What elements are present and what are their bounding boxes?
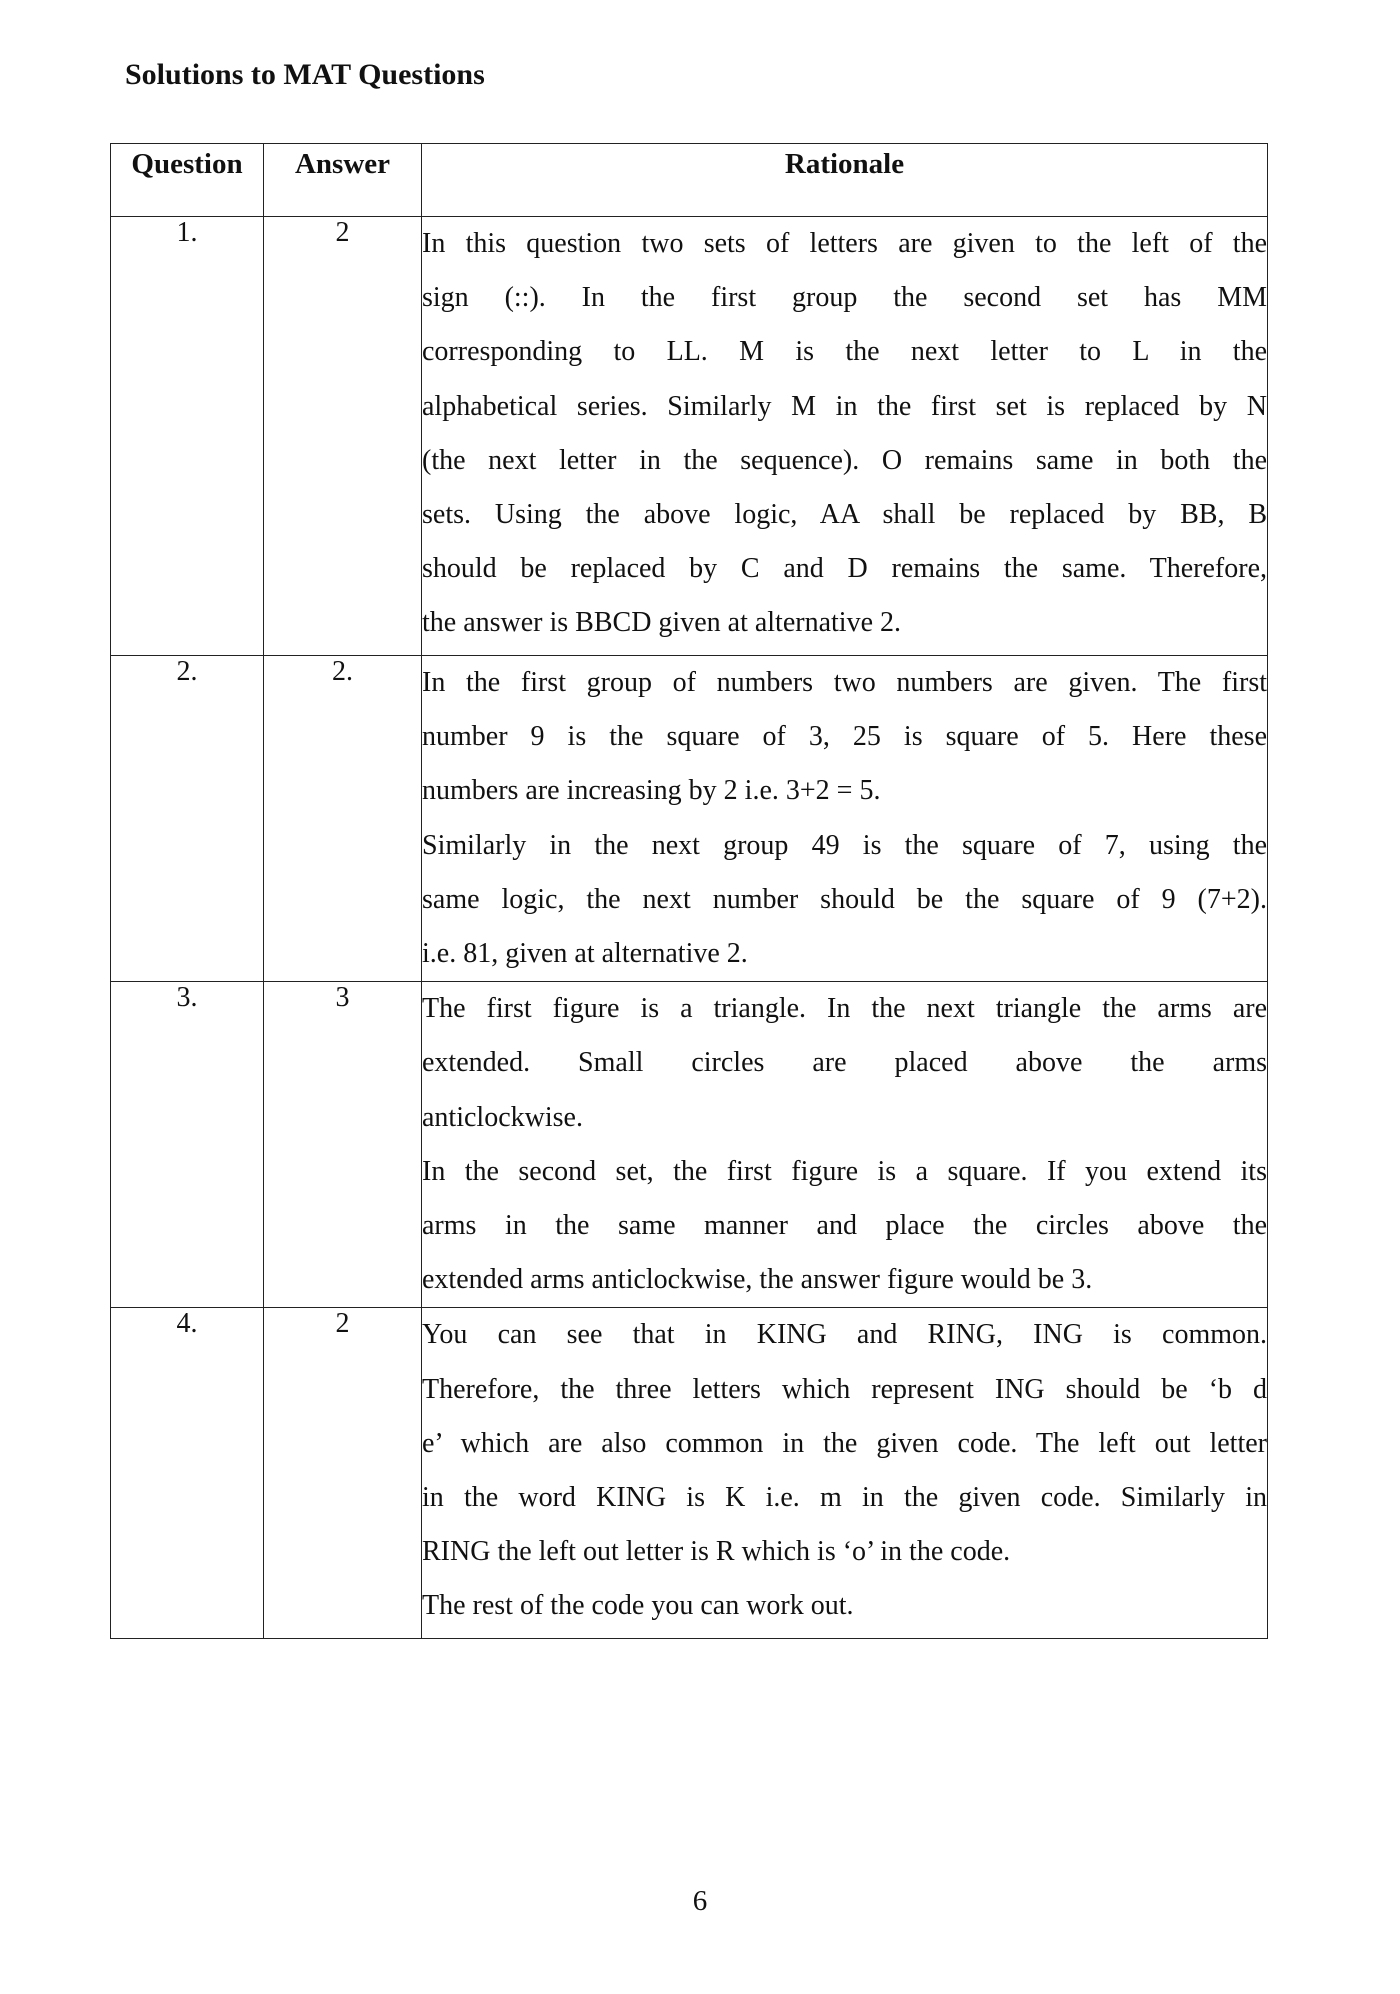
rationale-text [422,1308,1268,1639]
page-number: 6 [692,1885,708,1917]
table-row [111,217,1268,656]
rationale-text [422,217,1268,656]
solutions-table [110,143,1268,1639]
rationale-line: sets. Using the above logic, AA shall be replaced by BB, B [422,499,1267,531]
answer-value: 2 [264,217,422,656]
rationale-line: i.e. 81, given at alternative 2. [422,938,748,970]
rationale-line: (the next letter in the sequence). O remains same in both the [422,444,1267,476]
table-header-row [111,144,1268,217]
rationale-column-header: Rationale [422,144,1268,217]
rationale-line: Similarly in the next group 49 is the square of 7, using the [422,829,1267,861]
rationale-line: numbers are increasing by 2 i.e. 3+2 = 5. [422,775,881,807]
rationale-line: sign (::). In the first group the second set has MM [422,282,1267,314]
rationale-line: The rest of the code you can work out. [422,1590,854,1622]
rationale-line: alphabetical series. Similarly M in the first set is replaced by N [422,390,1267,422]
question-column-header: Question [111,144,264,217]
rationale-line: same logic, the next number should be the square of 9 (7+2). [422,883,1267,915]
table-row [111,1308,1268,1639]
table-row [111,982,1268,1308]
rationale-line: corresponding to LL. M is the next letter to L in the [422,336,1267,368]
question-number: 3. [111,982,264,1308]
question-number: 2. [111,656,264,982]
rationale-line: in the word KING is K i.e. m in the given code. Similarly in [422,1482,1267,1514]
answer-value: 2 [264,1308,422,1639]
rationale-line: the answer is BBCD given at alternative 2. [422,607,901,639]
rationale-line: In this question two sets of letters are given to the left of the [422,228,1267,259]
answer-value: 3 [264,982,422,1308]
rationale-line: extended arms anticlockwise, the answer figure would be 3. [422,1264,1093,1296]
answer-column-header: Answer [264,144,422,217]
answer-value: 2. [264,656,422,982]
rationale-line: Therefore, the three letters which represent ING should be ‘b d [422,1373,1267,1405]
rationale-line: In the second set, the first figure is a square. If you extend its [422,1155,1267,1187]
rationale-line: arms in the same manner and place the circles above the [422,1210,1267,1242]
rationale-line: RING the left out letter is R which is ‘o’ in the code. [422,1536,1011,1568]
rationale-line: extended. Small circles are placed above the arms [422,1047,1267,1079]
rationale-line: You can see that in KING and RING, ING is common. [422,1319,1267,1351]
question-number: 1. [111,217,264,656]
table-row [111,656,1268,982]
rationale-line: e’ which are also common in the given code. The left out letter [422,1427,1267,1459]
rationale-line: The first figure is a triangle. In the next triangle the arms are [422,993,1267,1025]
rationale-line: number 9 is the square of 3, 25 is square of 5. Here these [422,721,1267,753]
page-title: Solutions to MAT Questions [125,58,485,91]
rationale-line: should be replaced by C and D remains the same. Therefore, [422,553,1267,585]
rationale-text [422,982,1268,1308]
rationale-text [422,656,1268,982]
rationale-line: In the first group of numbers two numbers are given. The first [422,667,1267,698]
rationale-line: anticlockwise. [422,1101,583,1133]
question-number: 4. [111,1308,264,1639]
